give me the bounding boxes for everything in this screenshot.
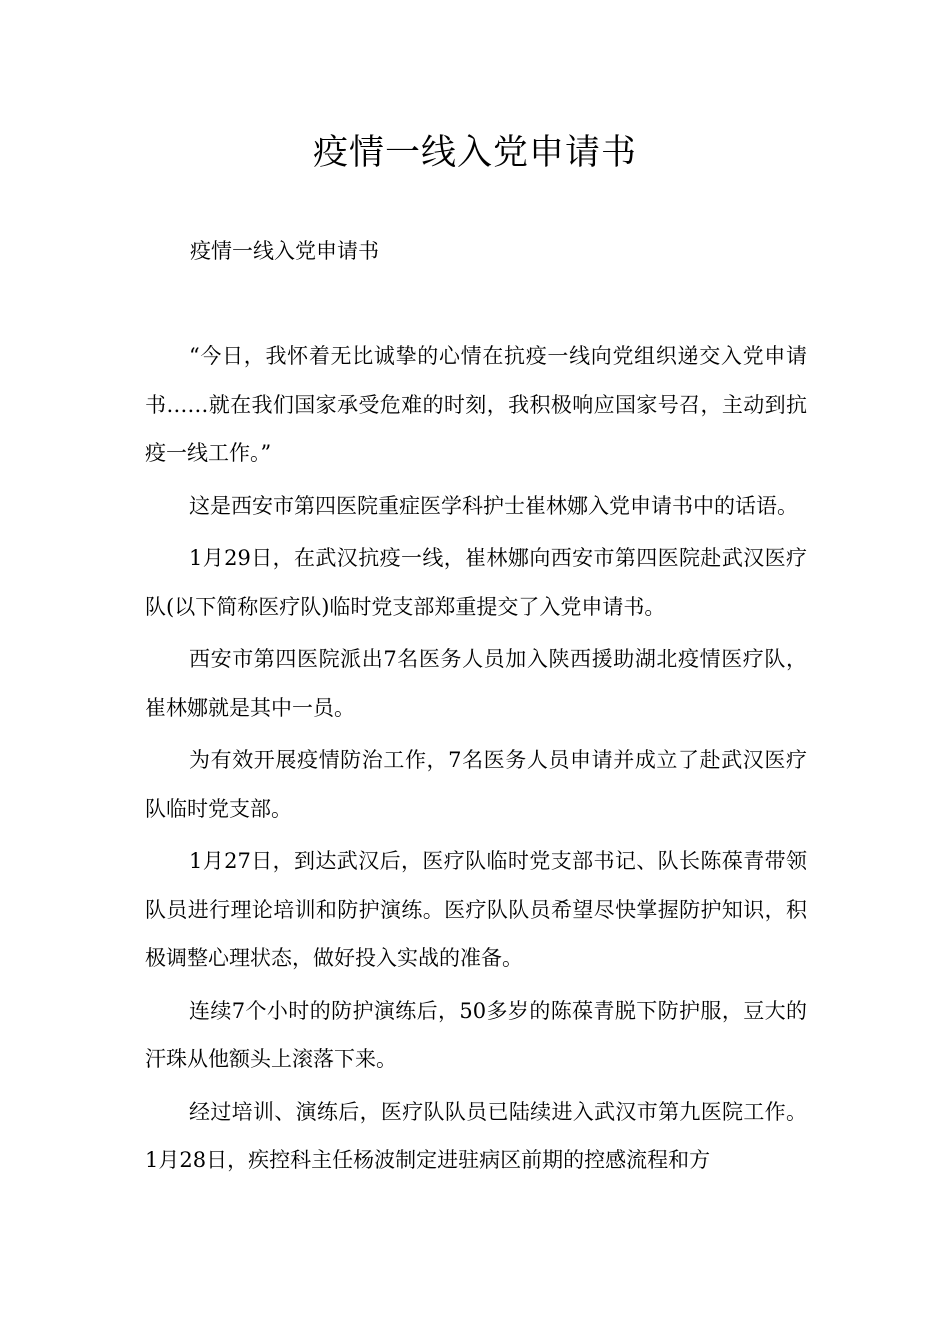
paragraph-4: 西安市第四医院派出7名医务人员加入陕西援助湖北疫情医疗队，崔林娜就是其中一员。 [145, 647, 807, 720]
paragraph-1: “今日，我怀着无比诚挚的心情在抗疫一线向党组织递交入党申请书……就在我们国家承受危难的时刻，我积极响应国家号召，主动到抗疫一线工作。” [145, 344, 807, 465]
paragraph-3: 1月29日，在武汉抗疫一线，崔林娜向西安市第四医院赴武汉医疗队(以下简称医疗队)临时党支部郑重提交了入党申请书。 [145, 546, 807, 619]
paragraph-6: 1月27日，到达武汉后，医疗队临时党支部书记、队长陈葆青带领队员进行理论培训和防护演练。医疗队队员希望尽快掌握防护知识，积极调整心理状态，做好投入实战的准备。 [145, 849, 807, 970]
paragraph-2: 这是西安市第四医院重症医学科护士崔林娜入党申请书中的话语。 [189, 493, 798, 518]
document-subtitle: 疫情一线入党申请书 [190, 239, 379, 263]
paragraph-5: 为有效开展疫情防治工作，7名医务人员申请并成立了赴武汉医疗队临时党支部。 [145, 748, 807, 821]
document-body [145, 332, 807, 1189]
paragraph-7: 连续7个小时的防护演练后，50多岁的陈葆青脱下防护服，豆大的汗珠从他额头上滚落下来。 [145, 998, 807, 1071]
document-title: 疫情一线入党申请书 [312, 133, 637, 173]
paragraph-8: 经过培训、演练后，医疗队队员已陆续进入武汉市第九医院工作。1月28日，疾控科主任杨波制定进驻病区前期的控感流程和方 [145, 1099, 807, 1172]
